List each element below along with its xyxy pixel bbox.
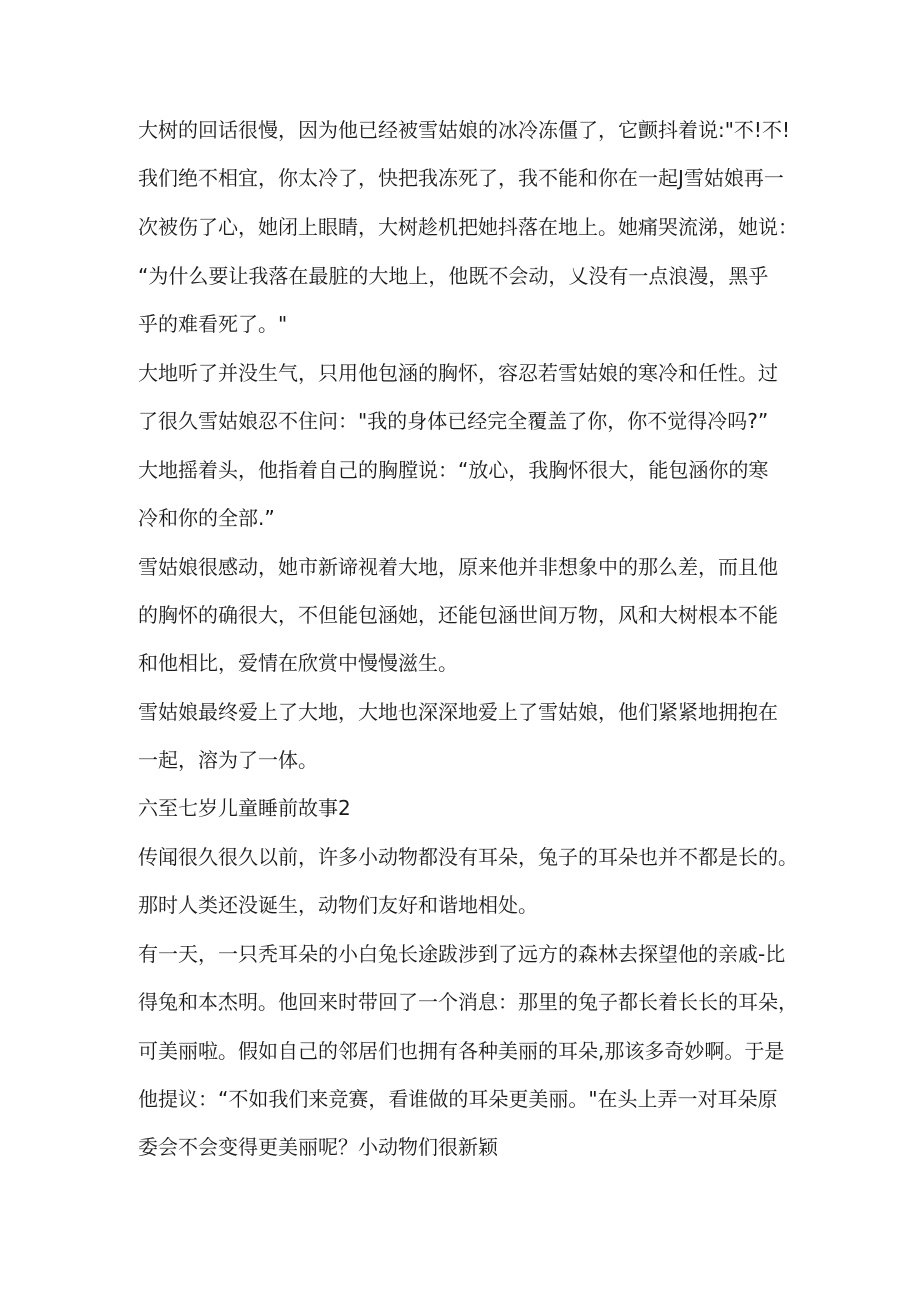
text-line: 乎的难看死了。" xyxy=(138,312,288,336)
text-line: 那时人类还没诞生，动物们友好和谐地相处。 xyxy=(138,893,538,917)
text-line: 委会不会变得更美丽呢？小动物们很新颖 xyxy=(138,1135,498,1159)
text-line: 得兔和本杰明。他回来时带回了一个消息：那里的兔子都长着长长的耳朵， xyxy=(138,990,798,1014)
text-line: “为什么要让我落在最脏的大地上，他既不会动，乂没有一点浪漫，黑乎 xyxy=(138,264,769,288)
text-line: 传闻很久很久以前，许多小动物都没有耳朵，兔子的耳朵也并不都是长的。 xyxy=(138,845,798,869)
section-heading: 六至七岁儿童睡前故事2 xyxy=(138,796,351,820)
text-line: 冷和你的全部.” xyxy=(138,506,275,530)
text-line: 雪姑娘最终爱上了大地，大地也深深地爱上了雪姑娘，他们紧紧地拥抱在 xyxy=(138,700,778,724)
text-line: 一起，溶为了一体。 xyxy=(138,748,318,772)
text-line: 有一天，一只秃耳朵的小白兔长途跋涉到了远方的森林去探望他的亲戚-比 xyxy=(138,942,786,966)
text-line: 和他相比，爱情在欣赏中慢慢滋生。 xyxy=(138,651,458,675)
text-line: 了很久雪姑娘忍不住问："我的身体已经完全覆盖了你，你不觉得冷吗?” xyxy=(138,409,769,433)
text-line: 大地听了并没生气，只用他包涵的胸怀，容忍若雪姑娘的寒冷和任性。过 xyxy=(138,361,778,385)
text-line: 的胸怀的确很大，不但能包涵她，还能包涵世间万物，风和大树根本不能 xyxy=(138,603,778,627)
text-line: 大树的回话很慢，因为他已经被雪姑娘的冰冷冻僵了，它颤抖着说:"不!不! xyxy=(138,118,790,142)
text-line: 次被伤了心，她闭上眼睛，大树趁机把她抖落在地上。她痛哭流涕，她说： xyxy=(138,215,798,239)
text-line: 雪姑娘很感动，她市新谛视着大地，原来他并非想象中的那么差，而且他 xyxy=(138,555,778,579)
text-line: 我们绝不相宜，你太冷了，快把我冻死了，我不能和你在一起J雪姑娘再一 xyxy=(138,166,784,190)
text-line: 可美丽啦。假如自己的邻居们也拥有各种美丽的耳朵,那该多奇妙啊。于是 xyxy=(138,1039,785,1063)
text-line: 大地摇着头，他指着自己的胸膛说：“放心，我胸怀很大，能包涵你的寒 xyxy=(138,458,769,482)
text-line: 他提议：“不如我们来竞赛，看谁做的耳朵更美丽。"在头上弄一对耳朵原 xyxy=(138,1087,778,1111)
